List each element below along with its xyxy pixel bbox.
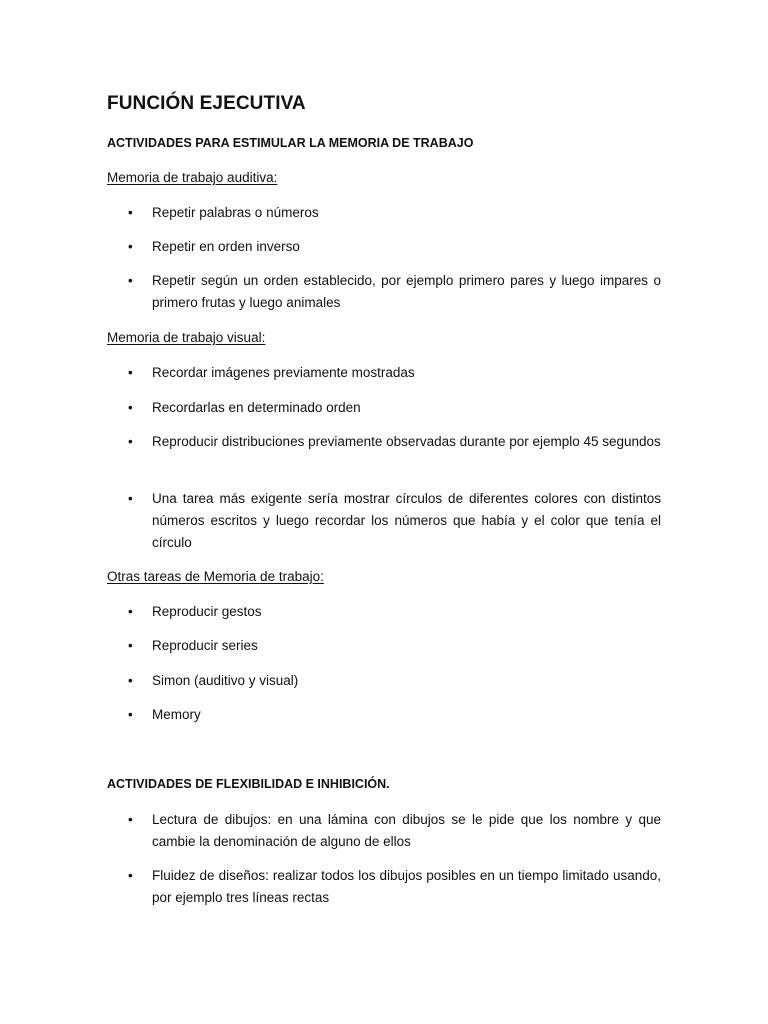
bullet-icon: • — [128, 812, 133, 827]
bullet-icon: • — [128, 673, 133, 688]
list-item — [107, 865, 661, 909]
list-item-text: Fluidez de diseños: realizar todos los dibujos posibles en un tiempo limitado usando, por ejemplo tres líneas rectas — [152, 868, 661, 905]
list-item — [107, 270, 661, 314]
bullet-icon: • — [128, 868, 133, 883]
bullet-icon: • — [128, 434, 133, 449]
list-item-text: Simon (auditivo y visual) — [152, 673, 299, 688]
bullet-icon: • — [128, 239, 133, 254]
list-item-text: Lectura de dibujos: en una lámina con dibujos se le pide que los nombre y que cambie la denominación de alguno de ellos — [152, 812, 661, 849]
list-item-text: Repetir según un orden establecido, por ejemplo primero pares y luego impares o primero frutas y luego animales — [152, 273, 661, 310]
list-item — [107, 362, 661, 384]
section-heading-flexibilidad-inhibicion: ACTIVIDADES DE FLEXIBILIDAD E INHIBICIÓN. — [107, 777, 390, 791]
list-item — [107, 809, 661, 853]
list-item-text: Memory — [152, 707, 201, 722]
list-item-text: Repetir en orden inverso — [152, 239, 300, 254]
subheading-otras-tareas: Otras tareas de Memoria de trabajo: — [107, 569, 324, 584]
list-item — [107, 236, 661, 258]
list-item-text: Repetir palabras o números — [152, 205, 319, 220]
subheading-memoria-visual: Memoria de trabajo visual: — [107, 330, 266, 345]
list-item-text: Recordarlas en determinado orden — [152, 400, 361, 415]
bullet-icon: • — [128, 604, 133, 619]
list-item-text: Una tarea más exigente sería mostrar círculos de diferentes colores con distintos números escritos y luego recordar los números que había y el color que tenía el círculo — [152, 491, 661, 550]
list-item — [107, 488, 661, 554]
list-item — [107, 601, 661, 623]
bullet-icon: • — [128, 273, 133, 288]
list-item — [107, 202, 661, 224]
list-item — [107, 704, 661, 726]
section-heading-memoria-de-trabajo: ACTIVIDADES PARA ESTIMULAR LA MEMORIA DE TRABAJO — [107, 136, 474, 150]
list-item-text: Recordar imágenes previamente mostradas — [152, 365, 415, 380]
list-item-text: Reproducir distribuciones previamente observadas durante por ejemplo 45 segundos — [152, 434, 661, 449]
bullet-icon: • — [128, 205, 133, 220]
bullet-icon: • — [128, 365, 133, 380]
list-item — [107, 431, 661, 453]
list-item — [107, 670, 661, 692]
bullet-icon: • — [128, 638, 133, 653]
bullet-icon: • — [128, 400, 133, 415]
bullet-icon: • — [128, 707, 133, 722]
subheading-memoria-auditiva: Memoria de trabajo auditiva: — [107, 170, 278, 185]
list-item — [107, 397, 661, 419]
list-item — [107, 635, 661, 657]
list-item-text: Reproducir gestos — [152, 604, 262, 619]
page-title: FUNCIÓN EJECUTIVA — [107, 93, 306, 114]
list-item-text: Reproducir series — [152, 638, 258, 653]
bullet-icon: • — [128, 491, 133, 506]
